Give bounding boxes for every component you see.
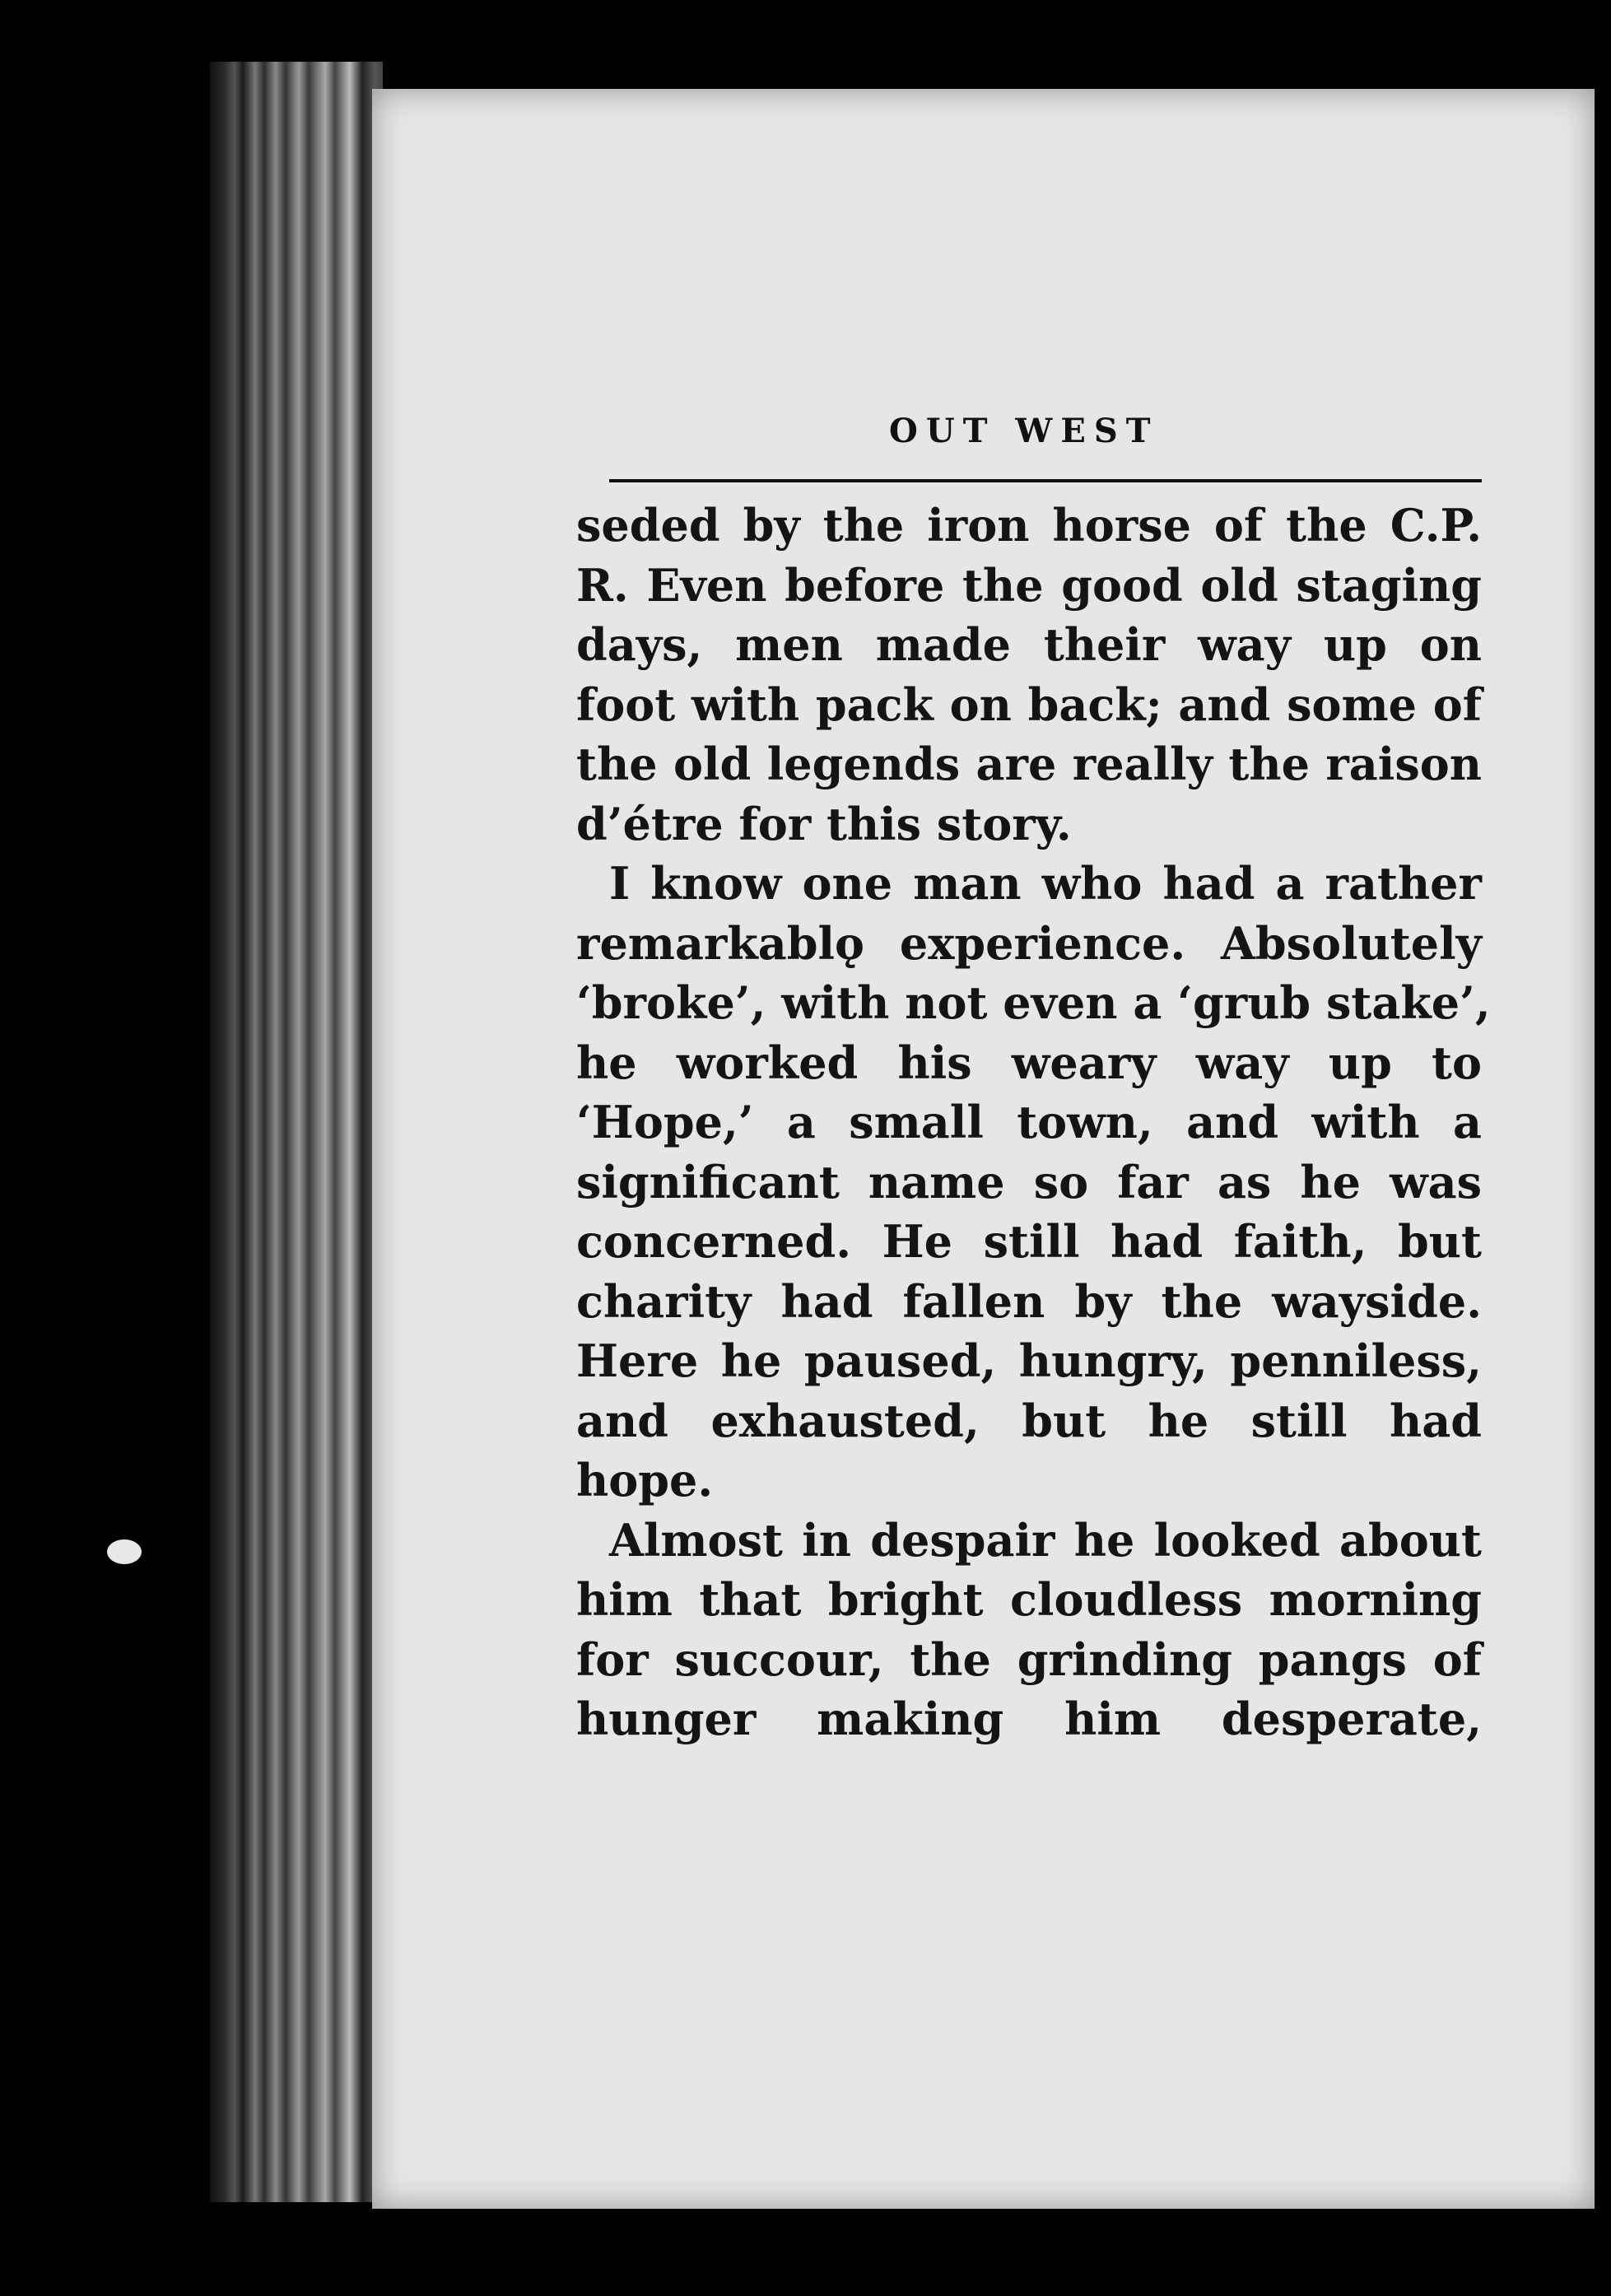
body-text	[576, 496, 1491, 1749]
text-line: hope.	[576, 1454, 714, 1507]
scan-speck	[107, 1539, 142, 1564]
text-line: and exhausted, but he still had	[576, 1394, 1482, 1447]
text-line: foot with pack on back; and some of	[576, 678, 1482, 731]
page-edges	[210, 62, 383, 2202]
text-line: ‘Hope,’ a small town, and with a	[576, 1096, 1482, 1148]
text-line: charity had fallen by the wayside.	[576, 1274, 1482, 1328]
text-line: significant name so far as he was	[576, 1155, 1482, 1209]
text-line: I know one man who had a rather	[609, 857, 1482, 910]
text-line: Almost in despair he looked about	[609, 1513, 1482, 1567]
running-head: OUT WEST	[889, 412, 1159, 450]
text-line: for succour, the grinding pangs of	[576, 1632, 1482, 1686]
text-line: seded by the iron horse of the C.P.	[576, 499, 1482, 552]
text-line: d’étre for this story.	[576, 797, 1072, 850]
text-line: he worked his weary way up to	[576, 1036, 1482, 1089]
text-line: Here he paused, hungry, penniless,	[576, 1334, 1482, 1387]
text-line: him that bright cloudless morning	[576, 1573, 1482, 1626]
header-rule	[609, 479, 1482, 482]
text-line: hunger making him desperate,	[576, 1693, 1482, 1745]
text-line: days, men made their way up on	[576, 618, 1482, 671]
text-line: R. Even before the good old staging	[576, 558, 1482, 612]
text-line: remarkablǫ experience. Absolutely	[576, 916, 1482, 970]
text-line: ‘broke’, with not even a ‘grub stake’,	[576, 976, 1491, 1029]
text-line: concerned. He still had faith, but	[576, 1215, 1482, 1268]
text-line: the old legends are really the raison	[576, 738, 1482, 790]
